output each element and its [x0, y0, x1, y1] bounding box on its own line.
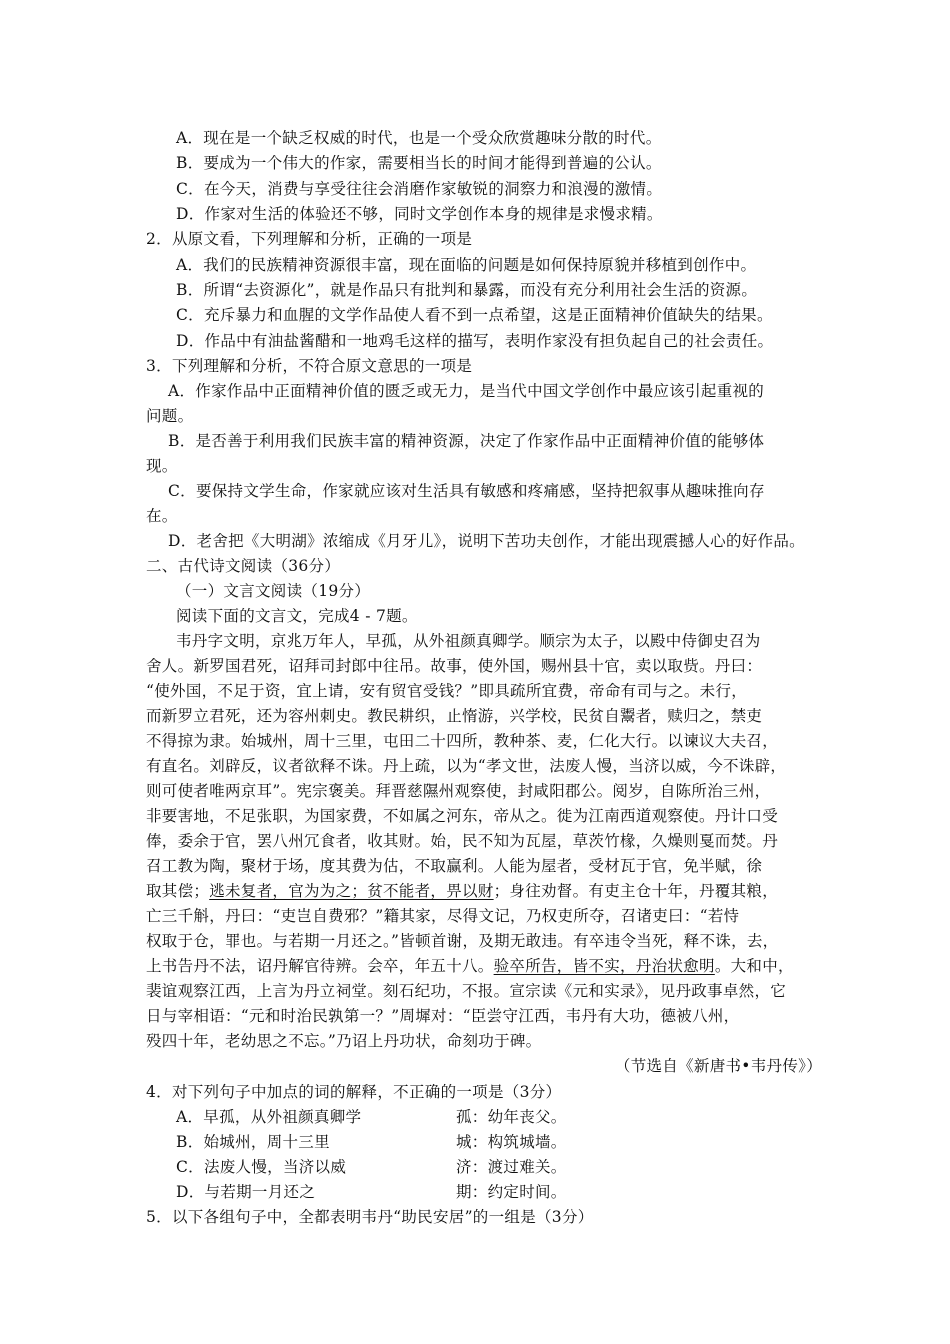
passage-line: 日与宰相语：“元和时治民孰第一？”周墀对：“臣尝守江西，韦丹有大功，德被八州，: [146, 1007, 740, 1025]
q4-option-d-gloss: 期：约定时间。: [456, 1183, 567, 1201]
passage-line: 则可使者唯两京耳”。宪宗褒美。拜晋慈隰州观察使，封咸阳郡公。阅岁，自陈所治三州，: [146, 782, 771, 800]
q4-option-c-gloss: 济：渡过难关。: [456, 1158, 567, 1176]
passage-line: 非要害地，不足张职，为国家费，不如属之河东，帝从之。徙为江南西道观察使。丹计口受: [146, 807, 779, 825]
q4-option-d: D．与若期一月还之: [176, 1183, 316, 1201]
q4-option-c: C．法废人慢，当济以威: [176, 1158, 347, 1176]
passage-line: 而新罗立君死，还为容州刺史。教民耕织，止惰游，兴学校，民贫自鬻者，赎归之，禁吏: [146, 707, 763, 725]
passage-line: “使外国，不足于资，宜上请，安有贸官受钱？”即具疏所宜费，帝命有司与之。未行，: [146, 682, 748, 700]
q4-option-a-gloss: 孤：幼年丧父。: [456, 1108, 567, 1126]
q4-stem: 4．对下列句子中加点的词的解释，不正确的一项是（3分）: [146, 1083, 562, 1101]
q3-option-b-line1: B．是否善于利用我们民族丰富的精神资源，决定了作家作品中正面精神价值的能够体: [168, 432, 765, 450]
q4-option-a: A．早孤，从外祖颜真卿学: [176, 1108, 362, 1126]
q1-option-d: D．作家对生活的体验还不够，同时文学创作本身的规律是求慢求精。: [176, 205, 663, 223]
passage-line: 召工教为陶，聚材于场，度其费为估，不取赢利。人能为屋者，受材瓦于官，免半赋，徐: [146, 857, 763, 875]
section-instruction: 阅读下面的文言文，完成4 - 7题。: [176, 607, 418, 625]
passage-line: [146, 881, 778, 901]
q2-option-c: C．充斥暴力和血腥的文学作品使人看不到一点希望，这是正面精神价值缺失的结果。: [176, 306, 773, 324]
passage-text: 取其偿；: [146, 882, 210, 900]
passage-line: 有直名。刘辟反，议者欲释不诛。丹上疏，以为“孝文世，法废人慢，当济以威，今不诛辟，: [146, 757, 787, 775]
q3-option-a-line2: 问题。: [146, 407, 194, 425]
q4-option-b-gloss: 城：构筑城墙。: [456, 1133, 567, 1151]
underlined-sentence: 验卒所告，皆不实，丹治状愈明: [493, 957, 715, 975]
passage-line: 亡三千斛，丹曰：“吏岂自费邪？”籍其家，尽得文记，乃权吏所夺，召诸吏曰：“若恃: [146, 907, 740, 925]
q3-option-b-line2: 现。: [146, 457, 178, 475]
passage-line: 俸，委余于官，罢八州冗食者，收其财。始，民不知为瓦屋，草茨竹椽，久燥则戛而焚。丹: [146, 832, 779, 850]
passage-text: ；身往劝督。有吏主仓十年，丹覆其粮，: [493, 882, 779, 900]
passage-source: （节选自《新唐书•韦丹传》）: [614, 1057, 822, 1075]
passage-text: 。大和中，: [714, 957, 794, 975]
q1-option-b: B．要成为一个伟大的作家，需要相当长的时间才能得到普遍的公认。: [176, 154, 662, 172]
q3-option-c-line1: C．要保持文学生命，作家就应该对生活具有敏感和疼痛感，坚持把叙事从趣味推向存: [168, 482, 765, 500]
q2-option-a: A．我们的民族精神资源很丰富，现在面临的问题是如何保持原貌并移植到创作中。: [176, 256, 757, 274]
passage-line: 权取于仓，罪也。与若期一月还之。”皆顿首谢，及期无敢违。有卒违令当死，释不诛，去，: [146, 932, 779, 950]
q4-option-b: B．始城州，周十三里: [176, 1133, 330, 1151]
passage-line: 舍人。新罗国君死，诏拜司封郎中往吊。故事，使外国，赐州县十官，卖以取赀。丹曰：: [146, 657, 763, 675]
passage-line: [146, 956, 794, 976]
q1-option-c: C．在今天，消费与享受往往会消磨作家敏锐的洞察力和浪漫的激情。: [176, 180, 663, 198]
q5-stem: 5．以下各组句子中，全都表明韦丹“助民安居”的一组是（3分）: [146, 1208, 594, 1226]
passage-line: 裴谊观察江西，上言为丹立祠堂。刻石纪功，不报。宣宗读《元和实录》，见丹政事卓然，它: [146, 982, 787, 1000]
section-title: 二、古代诗文阅读（36分）: [146, 557, 341, 575]
underlined-sentence: 逃未复者，官为为之；贫不能者，畀以财: [209, 882, 494, 900]
q1-option-a: A．现在是一个缺乏权威的时代，也是一个受众欣赏趣味分散的时代。: [176, 129, 662, 147]
q2-option-b: B．所谓“去资源化”，就是作品只有批判和暴露，而没有充分利用社会生活的资源。: [176, 281, 758, 299]
q2-option-d: D．作品中有油盐酱醋和一地鸡毛这样的描写，表明作家没有担负起自己的社会责任。: [176, 332, 774, 350]
section-subtitle: （一）文言文阅读（19分）: [176, 582, 371, 600]
q3-stem: 3．下列理解和分析，不符合原文意思的一项是: [146, 357, 473, 375]
q3-option-d: D．老舍把《大明湖》浓缩成《月牙儿》，说明下苦功夫创作，才能出现震撼人心的好作品。: [168, 532, 805, 550]
q3-option-c-line2: 在。: [146, 507, 178, 525]
passage-line: 殁四十年，老幼思之不忘。”乃诏上丹功状，命刻功于碑。: [146, 1032, 542, 1050]
passage-line: 不得掠为隶。始城州，周十三里，屯田二十四所，教种茶、麦，仁化大行。以谏议大夫召，: [146, 732, 779, 750]
passage-line: 韦丹字文明，京兆万年人，早孤，从外祖颜真卿学。顺宗为太子，以殿中侍御史召为: [176, 632, 761, 650]
q2-stem: 2．从原文看，下列理解和分析，正确的一项是: [146, 230, 473, 248]
passage-text: 上书告丹不法，诏丹解官待辨。会卒，年五十八。: [146, 957, 494, 975]
q3-option-a-line1: A．作家作品中正面精神价值的匮乏或无力，是当代中国文学创作中最应该引起重视的: [168, 382, 765, 400]
